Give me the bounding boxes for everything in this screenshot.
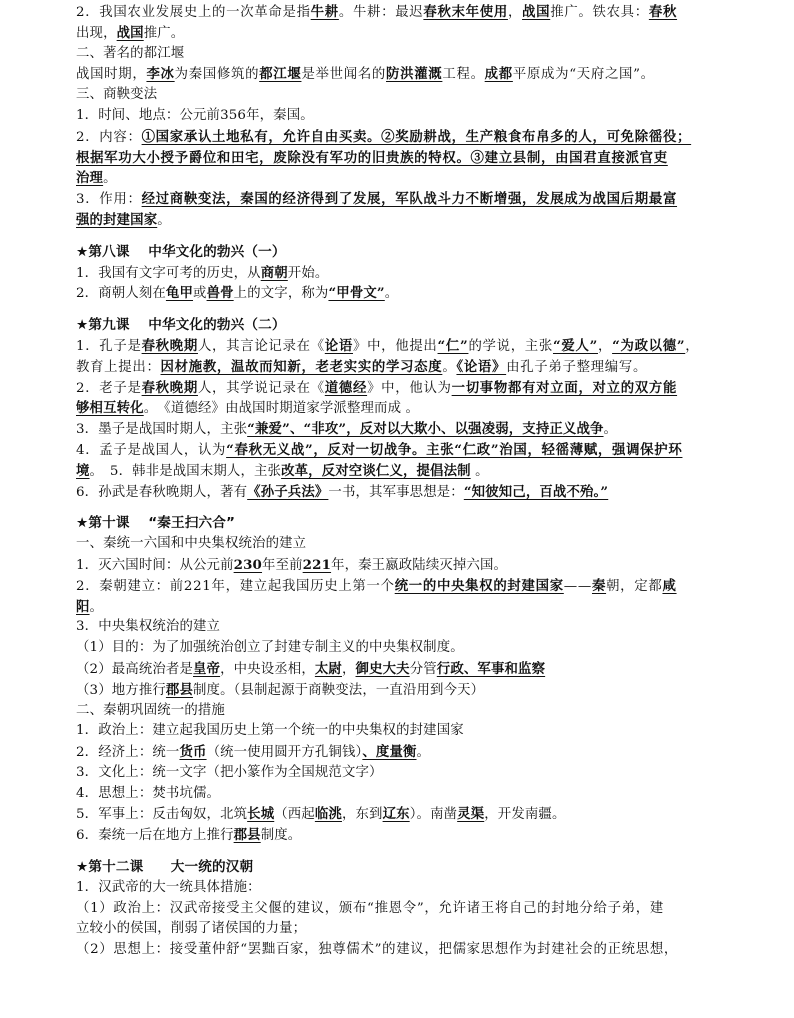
text-segment: 1．灭六国时间：从公元前: [76, 557, 234, 573]
text-line: [76, 482, 758, 503]
key-term: “春秋无义战”，反对一切战争。主张“仁政”治国，轻徭薄赋，强调保护环: [226, 441, 683, 458]
text-segment: 2．我国农业发展史上的一次革命是指: [76, 5, 311, 20]
key-term: 经过商鞅变法，秦国的经济得到了发展，军队战斗力不断增强，发展成为战国后期最富: [141, 191, 678, 208]
text-line: [76, 825, 758, 846]
text-segment: 的学说，主张: [468, 338, 553, 354]
key-term: 、度量衡: [362, 744, 417, 761]
text-segment: 4．孟子是战国人，认为: [76, 442, 227, 458]
text-segment: 。: [470, 463, 489, 479]
text-line: [76, 44, 758, 65]
text-segment: 上的文字，称为: [233, 286, 329, 302]
key-term: 郡县: [165, 681, 194, 698]
text-segment: ——: [563, 578, 592, 594]
text-segment: 1．时间、地点：公元前356年，秦国。: [76, 107, 314, 123]
key-term: 春秋末年使用: [423, 4, 508, 20]
text-segment: ★第八课 中华文化的勃兴（一）: [76, 243, 286, 260]
text-segment: 。: [603, 422, 618, 438]
text-segment: 是举世闻名的: [301, 67, 387, 83]
text-line: [76, 283, 758, 304]
key-term: 战国: [116, 24, 144, 41]
text-segment: 3．中央集权统治的建立: [76, 619, 221, 635]
text-segment: 2．经济上：统一: [76, 745, 180, 761]
text-line: [76, 919, 758, 940]
key-term: 李冰: [146, 66, 175, 83]
key-term: “为政以德”: [612, 337, 686, 354]
text-segment: 战国时期，: [76, 67, 147, 83]
text-segment: 1．汉武帝的大一统具体措施：: [76, 879, 261, 895]
text-segment: （3）地方推行: [76, 682, 166, 698]
text-segment: （2）最高统治者是: [76, 661, 193, 677]
text-line: [76, 784, 758, 805]
text-line: [76, 168, 758, 189]
text-line: [76, 576, 758, 597]
text-line: [76, 398, 758, 419]
key-term: 皇帝: [193, 660, 221, 677]
text-segment: 。: [103, 171, 117, 187]
key-term: 阳: [76, 598, 90, 615]
key-term: 治理: [76, 170, 104, 187]
text-segment: 2．内容：: [76, 129, 142, 145]
text-segment: 2．秦朝建立：前221年，建立起我国历史上第一个: [76, 578, 395, 594]
key-term: 咸: [662, 577, 677, 594]
text-segment: （1）目的：为了加强统治创立了封建专制主义的中央集权制度。: [76, 640, 464, 656]
key-term: 成都: [484, 66, 513, 83]
key-term: 统一的中央集权的封建国家: [394, 577, 564, 594]
text-segment: 开始。: [287, 265, 329, 281]
text-segment: 3．文化上：统一文字（把小篆作为全国规范文字）: [76, 764, 383, 780]
text-segment: 出现，: [76, 25, 117, 41]
key-term: 牛耕: [310, 4, 339, 20]
key-term: 郡县: [233, 827, 261, 844]
key-term: 御史大夫: [355, 660, 410, 677]
text-segment: 2．老子是: [76, 380, 142, 396]
text-line: [76, 659, 758, 680]
text-segment: 年，秦王嬴政陆续灭掉六国。: [331, 557, 508, 573]
key-term: 因材施教，温故而知新，老老实实的学习态度: [160, 358, 443, 375]
key-term: 龟甲: [165, 285, 194, 302]
text-segment: 或: [193, 286, 207, 302]
key-term: “仁”: [437, 337, 469, 354]
key-term: 够相互转化: [76, 400, 144, 417]
text-segment: 。: [89, 599, 104, 615]
text-segment: 制度。: [260, 828, 302, 844]
text-line: [76, 721, 758, 742]
text-segment: 1．我国有文字可考的历史，从: [76, 265, 261, 281]
key-term: “爱人”: [552, 337, 598, 354]
text-line: [76, 419, 758, 440]
key-term: 一切事物都有对立面，对立的双方能: [451, 379, 678, 396]
text-segment: ）。南凿: [409, 807, 458, 823]
text-line: [76, 742, 758, 763]
text-segment: 三、商鞅变法: [76, 87, 158, 103]
text-line: [76, 127, 758, 148]
text-segment: 。: [416, 745, 431, 761]
key-term: 都江堰: [259, 66, 302, 83]
key-term: 秦: [591, 577, 607, 594]
text-line: [76, 2, 758, 23]
text-segment: 为秦国修筑的: [174, 67, 260, 83]
text-segment: 。: [157, 212, 171, 228]
document-page: [76, 2, 758, 961]
key-term: 春秋晚期: [141, 337, 198, 354]
key-term: 春秋: [648, 4, 678, 20]
text-segment: 4．思想上：焚书坑儒。: [76, 785, 221, 801]
text-line: [76, 378, 758, 399]
key-term: 230: [233, 556, 263, 573]
text-segment: 立较小的侯国，削弱了诸侯国的力量；: [76, 921, 307, 937]
key-term: 行政、军事和监察: [436, 660, 546, 677]
key-term: ①国家承认土地私有，允许自由买卖。②奖励耕战，生产粮食布帛多的人，可免除徭役；: [141, 128, 692, 145]
text-segment: ，: [341, 661, 356, 677]
text-line: [76, 440, 758, 461]
lesson-heading: [76, 857, 758, 878]
lesson-heading: [76, 513, 758, 534]
text-line: [76, 263, 758, 284]
key-term: 防洪灌溉: [386, 66, 443, 83]
text-line: [76, 85, 758, 106]
key-term: “甲骨文”: [328, 285, 385, 302]
text-segment: 6．孙武是春秋晚期人，著有: [76, 484, 248, 500]
text-line: [76, 210, 758, 231]
text-line: [76, 878, 758, 899]
key-term: 战国: [522, 4, 551, 20]
text-segment: （统一使用圆开方孔铜钱）: [206, 745, 363, 761]
text-segment: ★第十二课 大一统的汉朝: [76, 859, 254, 876]
text-line: [76, 763, 758, 784]
key-term: “知彼知己，百战不殆。”: [463, 483, 609, 500]
text-segment: ，: [685, 338, 700, 354]
key-term: 春秋晚期: [141, 379, 198, 396]
text-line: [76, 680, 758, 701]
key-term: 兽骨: [206, 285, 234, 302]
key-term: 灵渠: [457, 806, 485, 823]
lesson-heading: [76, 242, 758, 263]
text-segment: （西起: [274, 807, 315, 823]
text-segment: 朝，定都: [606, 578, 663, 594]
text-line: [76, 597, 758, 618]
text-segment: 平原成为“天府之国”。: [512, 67, 655, 83]
text-line: [76, 336, 758, 357]
text-line: [76, 804, 758, 825]
text-segment: 推广。铁农具：: [550, 5, 649, 20]
key-term: 根据军功大小授予爵位和田宅，废除没有军功的旧贵族的特权。③建立县制，由国君直接派官吏: [76, 149, 668, 166]
text-segment: 。: [442, 359, 457, 375]
text-line: [76, 189, 758, 210]
text-segment: 3．墨子是战国时期人，主张: [76, 422, 248, 438]
text-segment: ，中央设丞相，: [220, 661, 315, 677]
key-term: 强的封建国家: [76, 211, 158, 228]
text-segment: 1．孔子是: [76, 338, 142, 354]
text-segment: 6．秦统一后在地方上推行: [76, 828, 234, 844]
text-segment: 由孔子弟子整理编写。: [506, 359, 648, 375]
text-line: [76, 701, 758, 722]
text-segment: ，: [597, 338, 613, 354]
key-term: 长城: [247, 806, 275, 823]
text-line: [76, 23, 758, 44]
key-term: 论语: [324, 337, 353, 354]
text-segment: 制度。（县制起源于商鞅变法，一直沿用到今天）: [193, 682, 485, 698]
key-term: 《论语》: [456, 358, 507, 375]
text-segment: 5．军事上：反击匈奴，北筑: [76, 807, 248, 823]
text-segment: ，东到: [341, 807, 383, 823]
text-line: [76, 64, 758, 85]
text-segment: 。牛耕：最迟: [338, 5, 424, 20]
text-segment: 年至前: [262, 557, 303, 573]
key-term: 辽东: [382, 806, 410, 823]
text-line: [76, 940, 758, 961]
key-term: 商朝: [260, 264, 288, 281]
text-line: [76, 461, 758, 482]
text-segment: ，开发南疆。: [484, 807, 566, 823]
text-segment: 1．政治上：建立起我国历史上第一个统一的中央集权的封建国家: [76, 723, 464, 739]
text-segment: 》中，他提出: [352, 338, 438, 354]
text-segment: 教育上提出：: [76, 359, 161, 375]
text-line: [76, 555, 758, 576]
text-segment: 二、著名的都江堰: [76, 45, 185, 61]
text-line: [76, 148, 758, 169]
key-term: 《孙子兵法》: [247, 483, 329, 500]
text-segment: ★第十课 “秦王扫六合”: [76, 515, 236, 532]
text-segment: 》中，他认为: [367, 380, 452, 396]
text-segment: 人，其学说记录在《: [197, 380, 325, 396]
key-term: 临洮: [314, 806, 342, 823]
text-segment: ，: [507, 5, 523, 20]
text-segment: 。 《道德经》由战国时期道家学派整理而成 。: [143, 401, 420, 417]
text-segment: 2．商朝人刻在: [76, 286, 166, 302]
text-segment: 推广。: [143, 25, 185, 41]
text-segment: 。 5．韩非是战国末期人，主张: [89, 463, 282, 479]
text-segment: 3．作用：: [76, 192, 142, 208]
text-segment: ★第九课 中华文化的勃兴（二）: [76, 317, 286, 334]
text-line: [76, 899, 758, 920]
key-term: 221: [302, 556, 332, 573]
key-term: 道德经: [324, 379, 368, 396]
text-line: [76, 638, 758, 659]
key-term: 境: [76, 462, 90, 479]
text-line: [76, 357, 758, 378]
text-segment: 人，其言论记录在《: [197, 338, 325, 354]
text-segment: 。: [384, 286, 399, 302]
text-segment: （2）思想上：接受董仲舒“罢黜百家，独尊儒术”的建议，把儒家思想作为封建社会的正统思想，: [76, 942, 679, 958]
text-line: [76, 106, 758, 127]
text-line: [76, 534, 758, 555]
key-term: 货币: [179, 744, 207, 761]
key-term: “兼爱”、“非攻”，反对以大欺小、以强凌弱，支持正义战争: [247, 421, 604, 438]
text-segment: （1）政治上：汉武帝接受主父偃的建议，颁布“推恩令”，允许诸王将自己的封地分给子弟，建: [76, 900, 664, 916]
key-term: 改革，反对空谈仁义，提倡法制: [281, 462, 471, 479]
lesson-heading: [76, 315, 758, 336]
text-segment: 一、秦统一六国和中央集权统治的建立: [76, 536, 307, 552]
text-segment: 分管: [409, 661, 437, 677]
text-line: [76, 617, 758, 638]
text-segment: 一书，其军事思想是：: [328, 484, 464, 500]
text-segment: 二、秦朝巩固统一的措施: [76, 702, 225, 718]
text-segment: 工程。: [442, 67, 485, 83]
key-term: 太尉: [314, 660, 342, 677]
